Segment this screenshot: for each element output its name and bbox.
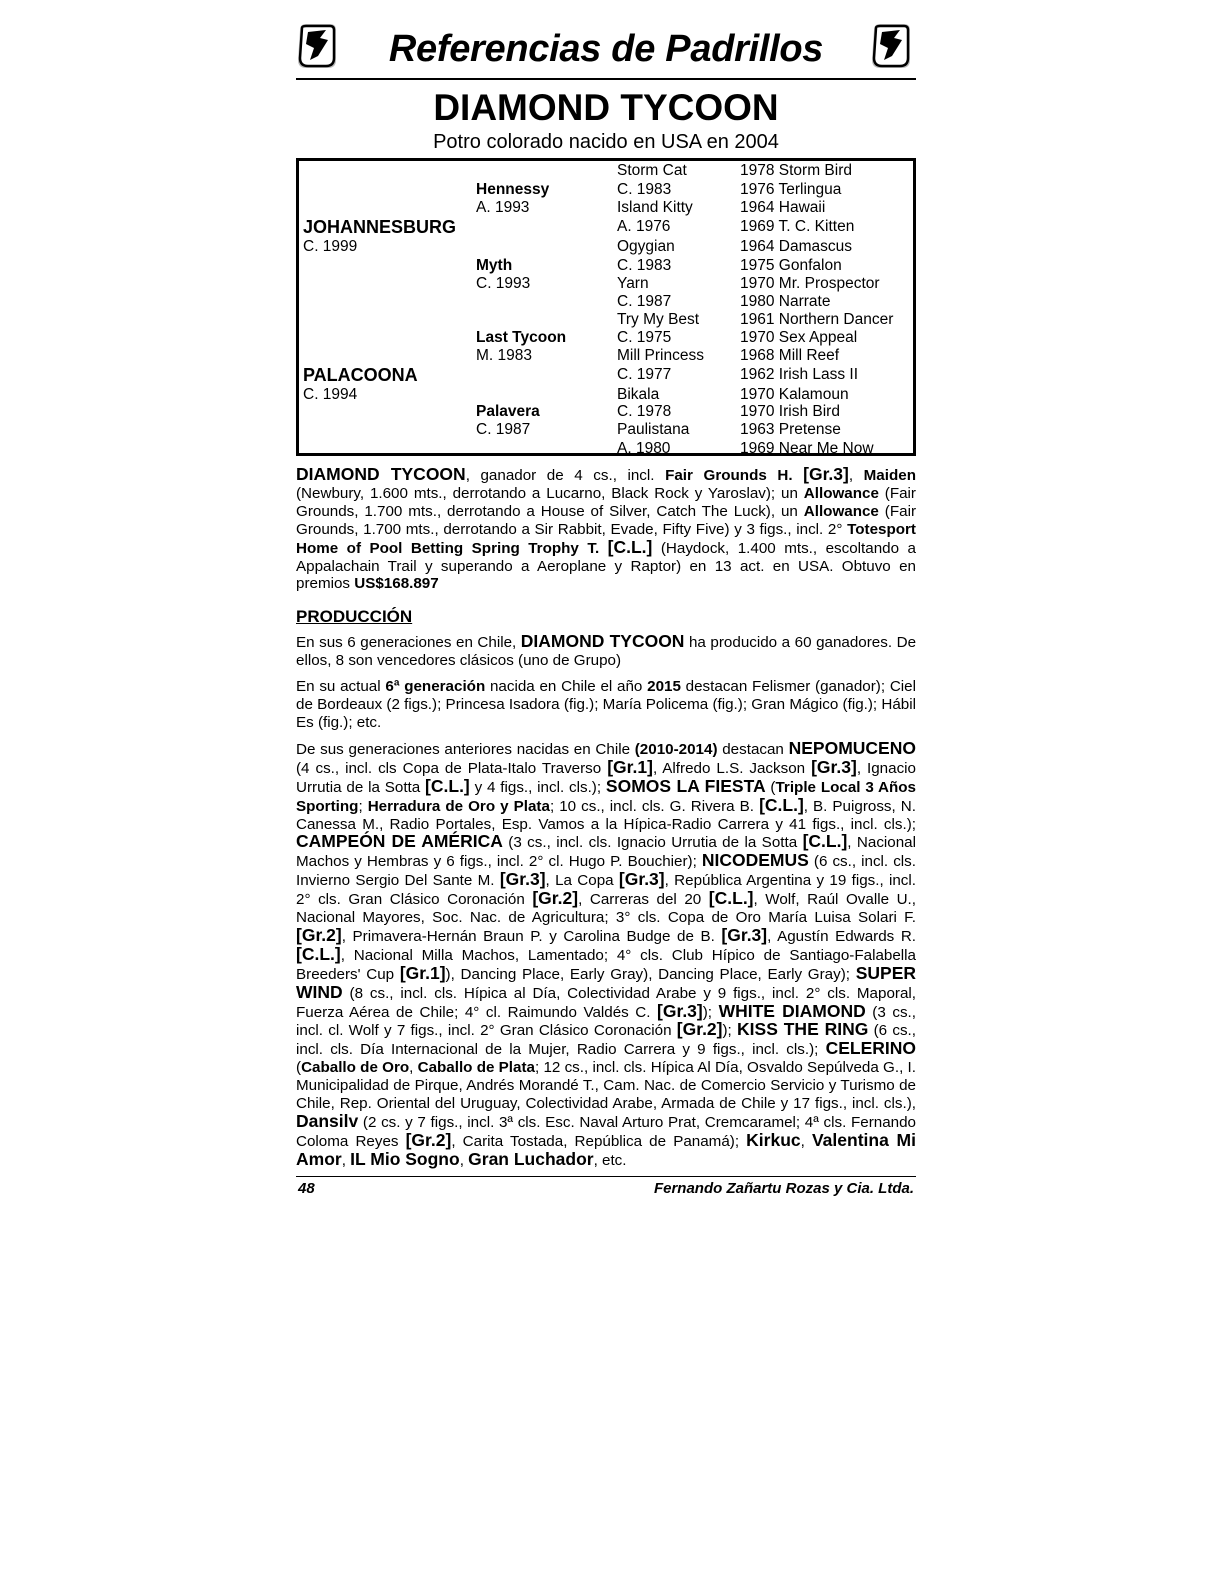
grandparent-year: A. 1993 xyxy=(476,199,530,216)
offspring-highlight: [Gr.3] xyxy=(811,756,857,777)
offspring-highlight: NEPOMUCENO xyxy=(788,737,916,758)
offspring-highlight: [C.L.] xyxy=(708,888,754,909)
grandparent-name: Myth xyxy=(476,257,513,274)
production-text: De sus generaciones anteriores nacidas en Chile xyxy=(296,740,635,758)
production-title: PRODUCCIÓN xyxy=(296,607,413,627)
production-text: ( xyxy=(765,778,776,796)
offspring-highlight: [Gr.3] xyxy=(618,869,665,890)
production-text: , xyxy=(409,1059,418,1077)
offspring-highlight: [Gr.3] xyxy=(499,869,546,890)
production-text: , xyxy=(800,1132,812,1150)
production-text: En sus 6 generaciones en Chile, xyxy=(296,634,521,652)
production-text: (6 cs., incl. cls. Día Internacional de la Mujer, Radio Carrera y 9 figs., incl. cls.); xyxy=(296,1022,916,1059)
header-title: Referencias de Padrillos xyxy=(388,28,824,70)
production-text: , B. Puigross, N. Canessa M., Radio Portales, Esp. Vamos a la Hípica-Radio Carrera y 41 figs., incl. cls.); xyxy=(296,797,916,833)
ancestor-entry: 1961 Northern Dancer xyxy=(740,311,894,328)
ancestor-entry: 1970 Mr. Prospector xyxy=(740,275,880,292)
race-record-paragraph xyxy=(296,466,916,593)
race-record-text: (Fair Grounds, 1.700 mts., derrotando a Sir Rabbit, Evade, Fifty Five) y 3 figs., incl. 2° xyxy=(296,502,916,538)
bold-text: (2010-2014) xyxy=(634,740,718,758)
offspring-highlight: [C.L.] xyxy=(425,775,470,796)
ancestor-entry: 1962 Irish Lass II xyxy=(740,366,859,383)
ancestor-entry: 1980 Narrate xyxy=(740,293,831,310)
offspring-highlight: KISS THE RING xyxy=(737,1019,869,1040)
production-text: , Wolf, Raúl Ovalle U., Nacional Mayores, Soc. Nac. de Agricultura; 3° cls. Copa de Oro María Luisa Solari F. xyxy=(296,891,916,927)
production-text: , xyxy=(459,1151,469,1169)
prize-amount: US$168.897 xyxy=(354,575,439,593)
great-grandparent-year: C. 1978 xyxy=(617,403,672,420)
publisher-name: Fernando Zañartu Rozas y Cia. Ltda. xyxy=(653,1179,914,1197)
production-text: ); xyxy=(702,1003,719,1021)
grandparent-name: Last Tycoon xyxy=(476,329,567,346)
bold-text: Caballo de Oro xyxy=(301,1059,410,1077)
race-record-text: (Haydock, 1.400 mts., escoltando a Appalachain Trail y superando a Aeroplane y Raptor) en 13 act. en USA. Obtuvo en premios xyxy=(296,539,916,593)
offspring-highlight: Dansilv xyxy=(296,1111,359,1131)
great-grandparent-name: Ogygian xyxy=(617,238,675,255)
horse-subtitle: Potro colorado nacido en USA en 2004 xyxy=(433,131,779,153)
offspring-highlight: [Gr.2] xyxy=(405,1129,452,1150)
great-grandparent-name: Mill Princess xyxy=(617,347,704,364)
ancestor-entry: 1970 Sex Appeal xyxy=(740,329,858,346)
production-horse-name: DIAMOND TYCOON xyxy=(520,631,685,652)
ancestor-entry: 1963 Pretense xyxy=(740,421,841,438)
offspring-highlight: [C.L.] xyxy=(759,794,804,815)
offspring-highlight: NICODEMUS xyxy=(701,850,809,871)
production-text: , Carita Tostada, República de Panamá); xyxy=(451,1132,747,1150)
offspring-highlight: SOMOS LA FIESTA xyxy=(605,775,766,796)
production-text: y 4 figs., incl. cls.); xyxy=(469,778,606,796)
offspring-highlight: Valentina Mi Amor xyxy=(296,1129,916,1169)
production-text: ; 10 cs., incl. cls. G. Rivera B. xyxy=(549,797,760,815)
production-text: (8 cs., incl. cls. Hípica al Día, Colectividad Arabe y 9 figs., incl. 2° cls. Maporal, Fuerza Aérea de Chile; 4° cl. Raimundo Valdés C. xyxy=(296,984,916,1021)
production-text: (3 cs., incl. cl. Wolf y 7 figs., incl. 2° Gran Clásico Coronación xyxy=(296,1003,916,1040)
offspring-highlight: [Gr.2] xyxy=(676,1019,723,1040)
race-record-text: , xyxy=(848,467,864,484)
production-text: , Alfredo L.S. Jackson xyxy=(652,759,812,777)
race-name: Allowance xyxy=(803,502,879,520)
great-grandparent-year: A. 1980 xyxy=(617,440,671,457)
production-text: , Carreras del 20 xyxy=(578,891,709,909)
ancestor-entry: 1964 Hawaii xyxy=(740,199,826,216)
ancestor-entry: 1964 Damascus xyxy=(740,238,853,255)
grandparent-name: Hennessy xyxy=(476,181,550,198)
offspring-highlight: [C.L.] xyxy=(296,943,341,964)
ancestor-entry: 1976 Terlingua xyxy=(740,181,842,198)
ancestor-entry: 1970 Irish Bird xyxy=(740,403,840,420)
dam-name: PALACOONA xyxy=(303,365,418,385)
production-text: nacida en Chile el año xyxy=(485,678,648,696)
ancestor-entry: 1978 Storm Bird xyxy=(740,162,852,179)
offspring-highlight: [Gr.2] xyxy=(296,924,342,945)
great-grandparent-name: Yarn xyxy=(617,275,649,292)
production-text: , Agustín Edwards R. xyxy=(767,927,917,945)
grade-label: [Gr.3] xyxy=(803,464,849,484)
race-record-text: (Newbury, 1.600 mts., derrotando a Lucarno, Black Rock y Yaroslav); un xyxy=(296,484,804,502)
ancestor-entry: 1975 Gonfalon xyxy=(740,257,842,274)
sire-year: C. 1999 xyxy=(303,238,358,255)
great-grandparent-name: Storm Cat xyxy=(617,162,687,179)
production-text: , República Argentina y 19 figs., incl. 2° cls. Gran Clásico Coronación xyxy=(296,872,916,909)
production-text: (4 cs., incl. cls Copa de Plata-Italo Traverso xyxy=(296,759,608,777)
production-text: , La Copa xyxy=(545,872,619,890)
production-text: , Nacional Machos y Hembras y 6 figs., incl. 2° cl. Hugo P. Bouchier); xyxy=(296,834,917,871)
production-text: (6 cs., incl. cls. Invierno Sergio Del Sante M. xyxy=(296,853,916,890)
offspring-highlight: [Gr.3] xyxy=(721,924,768,945)
ancestor-entry: 1968 Mill Reef xyxy=(740,347,840,364)
grade-label: [C.L.] xyxy=(607,536,653,557)
document-page xyxy=(296,22,916,1201)
grandparent-name: Palavera xyxy=(476,403,540,420)
offspring-highlight: CAMPEÓN DE AMÉRICA xyxy=(296,831,503,852)
offspring-highlight: Gran Luchador xyxy=(468,1148,594,1169)
production-text: ; 12 cs., incl. cls. Hípica Al Día, Osvaldo Sepúlveda G., I. Municipalidad de Pirque, Andrés Morandé T., Cam. Nac. de Comercio Servicio y Turismo de Chile, Rep. Oriental del Uruguay, Colectividad Arabe, Armada de Chile y 17 figs., incl. cls.), xyxy=(296,1059,916,1113)
offspring-highlight: [Gr.1] xyxy=(399,962,446,983)
offspring-highlight: CELERINO xyxy=(825,1038,916,1059)
offspring-highlight: [Gr.3] xyxy=(657,1000,703,1021)
race-name: Totesport Home of Pool Betting Spring Trophy T. xyxy=(296,520,916,557)
production-text: destacan Felismer (ganador); Ciel de Bordeaux (2 figs.); Princesa Isadora (fig.); María Policema (fig.); Gran Mágico (fig.); Hábil Es (fig.); etc. xyxy=(296,678,916,731)
grandparent-year: C. 1993 xyxy=(476,275,531,292)
sire-name: JOHANNESBURG xyxy=(303,217,457,237)
grandparent-year: M. 1983 xyxy=(476,347,533,364)
horse-head-logo-icon xyxy=(870,22,912,70)
ancestor-entry: 1969 T. C. Kitten xyxy=(740,218,855,235)
production-text: ; xyxy=(358,797,368,815)
production-text: , etc. xyxy=(593,1151,627,1169)
great-grandparent-name: Try My Best xyxy=(617,311,700,328)
race-name: Maiden xyxy=(863,467,916,484)
race-record-text: (Fair Grounds, 1.700 mts., derrotando a House of Silver, Catch The Luck), un xyxy=(296,484,916,520)
great-grandparent-name: Paulistana xyxy=(617,421,690,438)
production-text: ); xyxy=(722,1022,738,1040)
generation-label: 6ª generación xyxy=(385,678,486,696)
production-text: En su actual xyxy=(296,678,386,696)
production-text: , Ignacio Urrutia de la Sotta xyxy=(296,759,916,796)
grandparent-year: C. 1987 xyxy=(476,421,531,438)
production-text: destacan xyxy=(717,740,789,758)
page-number: 48 xyxy=(298,1179,315,1197)
production-paragraph-2 xyxy=(296,678,916,732)
production-text: , xyxy=(341,1151,351,1169)
page-header xyxy=(296,22,916,80)
race-record-text: , ganador de 4 cs., incl. xyxy=(465,467,666,484)
offspring-highlight: Kirkuc xyxy=(746,1129,801,1150)
great-grandparent-name: Island Kitty xyxy=(617,199,693,216)
production-text: , Primavera-Hernán Braun P. y Carolina Budge de B. xyxy=(341,927,722,945)
offspring-highlight: [Gr.1] xyxy=(607,756,653,777)
great-grandparent-year: C. 1987 xyxy=(617,293,672,310)
production-text: , Nacional Milla Machos, Lamentado; 4° cls. Club Hípico de Santiago-Falabella Breeders' Cup xyxy=(296,946,916,983)
pedigree-table xyxy=(296,158,916,456)
great-grandparent-year: C. 1983 xyxy=(617,181,672,198)
horse-name-title: DIAMOND TYCOON xyxy=(433,87,779,128)
bold-text: Herradura de Oro y Plata xyxy=(367,797,550,815)
ancestor-entry: 1969 Near Me Now xyxy=(740,440,874,457)
great-grandparent-year: C. 1975 xyxy=(617,329,672,346)
offspring-highlight: SUPER WIND xyxy=(296,962,917,1002)
great-grandparent-name: Bikala xyxy=(617,386,660,403)
generation-year: 2015 xyxy=(647,678,681,696)
production-text: (2 cs. y 7 figs., incl. 3ª cls. Esc. Naval Arturo Prat, Cremcaramel; 4ª cls. Fernando Coloma Reyes xyxy=(296,1114,916,1150)
dam-year: C. 1994 xyxy=(303,386,358,403)
page-footer xyxy=(296,1176,916,1201)
production-paragraph-3 xyxy=(296,737,917,1170)
production-text: ), Dancing Place, Early Gray), Dancing Place, Early Gray); xyxy=(445,965,856,983)
offspring-highlight: WHITE DIAMOND xyxy=(718,1000,866,1021)
production-text: ha producido a 60 ganadores. De ellos, 8 son vencedores clásicos (uno de Grupo) xyxy=(296,634,917,670)
production-text: (3 cs., incl. cls. Ignacio Urrutia de la Sotta xyxy=(502,834,803,852)
bold-text: Triple Local 3 Años Sporting xyxy=(296,778,916,815)
ancestor-entry: 1970 Kalamoun xyxy=(740,386,849,403)
bold-text: Caballo de Plata xyxy=(417,1059,535,1077)
race-name: Allowance xyxy=(803,484,879,502)
great-grandparent-year: C. 1977 xyxy=(617,366,672,383)
offspring-highlight: IL Mio Sogno xyxy=(350,1148,460,1169)
production-paragraph-1 xyxy=(296,633,916,670)
race-name: Fair Grounds H. xyxy=(665,467,793,484)
great-grandparent-year: C. 1983 xyxy=(617,257,672,274)
offspring-highlight: [C.L.] xyxy=(802,831,848,852)
great-grandparent-year: A. 1976 xyxy=(617,218,671,235)
race-record-horse-name: DIAMOND TYCOON xyxy=(296,464,466,484)
production-text: ( xyxy=(296,1059,302,1077)
offspring-highlight: [Gr.2] xyxy=(532,888,579,909)
